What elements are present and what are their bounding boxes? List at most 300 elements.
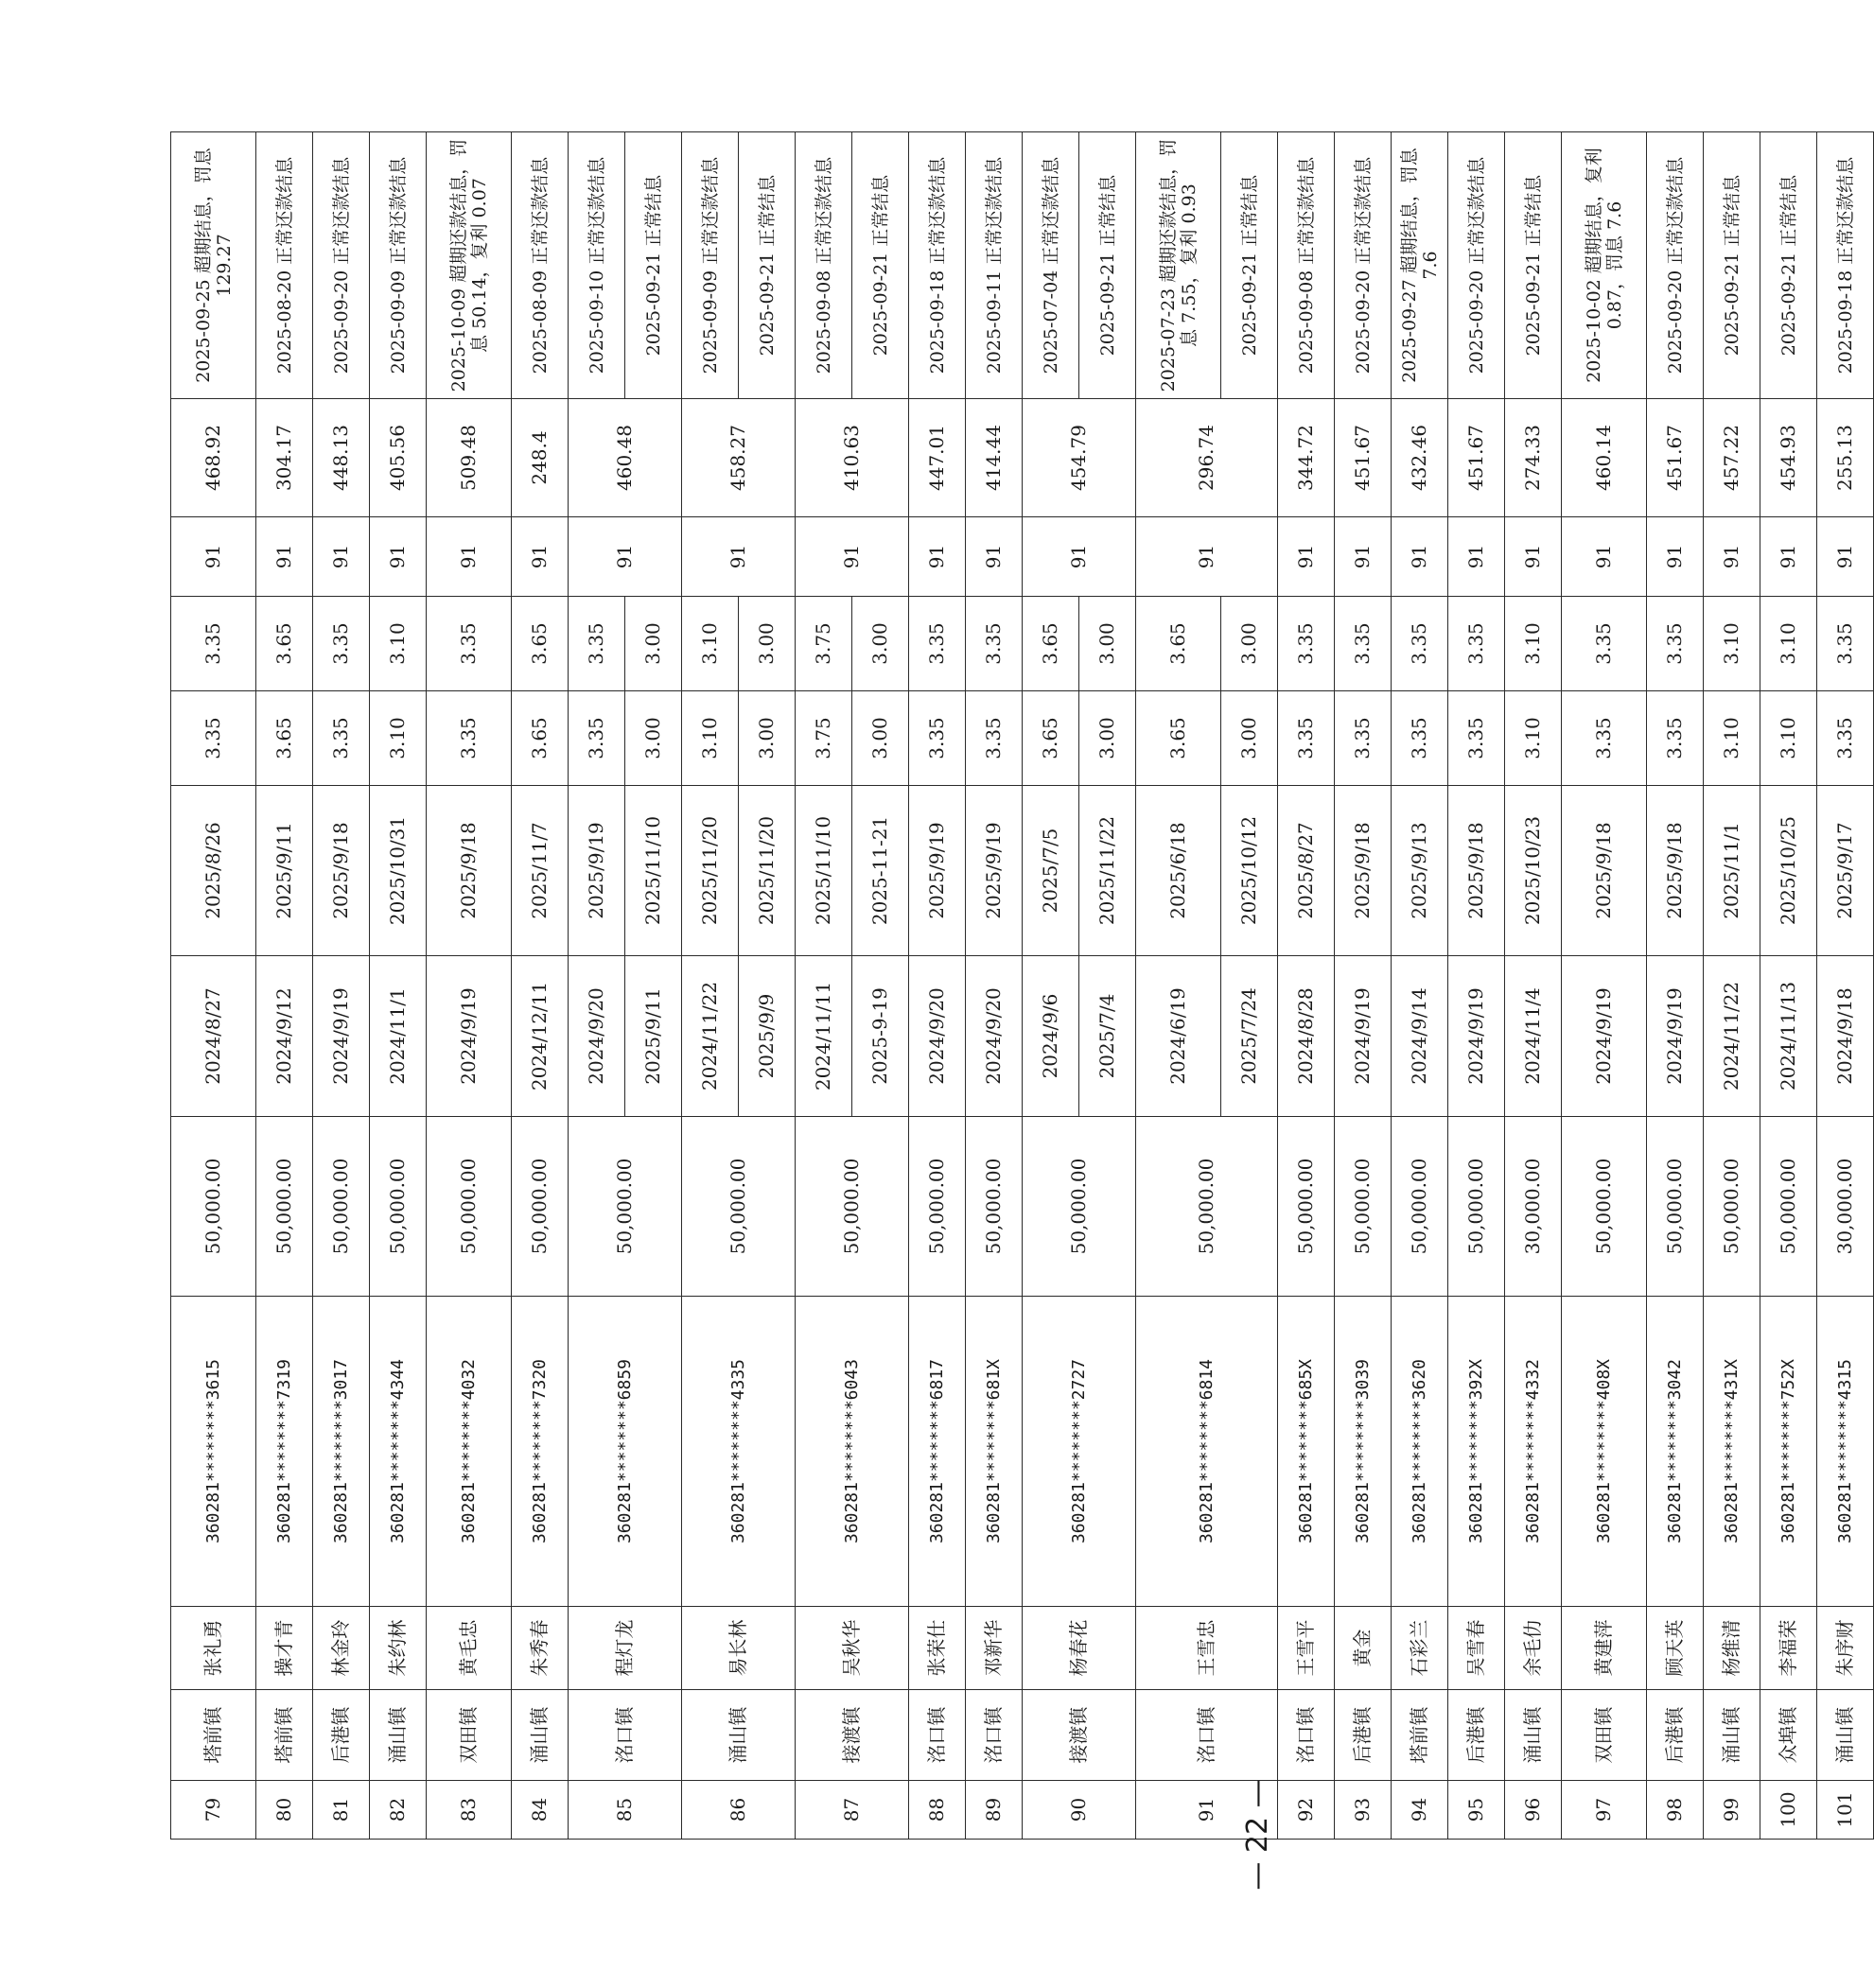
cell-loan-amount: 50,000.00 [1335, 1117, 1392, 1297]
cell-serial-no: 84 [512, 1781, 569, 1840]
cell-serial-no: 86 [682, 1781, 796, 1840]
cell-town: 洺口镇 [966, 1690, 1023, 1781]
cell-days: 91 [1760, 517, 1817, 597]
cell-interest: 344.72 [1278, 399, 1335, 517]
cell-loan-rate: 3.10 [682, 691, 739, 786]
table-row [427, 132, 512, 1840]
cell-subsidy-rate: 3.10 [370, 597, 427, 691]
cell-subsidy-rate: 3.35 [1448, 597, 1505, 691]
cell-interest: 451.67 [1448, 399, 1505, 517]
cell-start-date: 2025-9-19 [852, 956, 909, 1117]
table-row [1136, 132, 1221, 1840]
cell-subsidy-rate: 3.10 [1760, 597, 1817, 691]
cell-settlement-note: 2025-10-09 超期还款结息，罚息 50.14，复利 0.07 [427, 132, 512, 399]
cell-start-date: 2024/11/1 [370, 956, 427, 1117]
cell-serial-no: 80 [256, 1781, 313, 1840]
table-row [1448, 132, 1505, 1840]
cell-settlement-note: 2025-09-08 正常还款结息 [796, 132, 852, 399]
cell-interest: 509.48 [427, 399, 512, 517]
table-row [909, 132, 966, 1840]
cell-days: 91 [1817, 517, 1874, 597]
cell-town: 后港镇 [1448, 1690, 1505, 1781]
cell-loan-rate: 3.35 [966, 691, 1023, 786]
cell-loan-amount: 50,000.00 [569, 1117, 682, 1297]
cell-subsidy-rate: 3.35 [1562, 597, 1647, 691]
cell-start-date: 2024/9/19 [313, 956, 370, 1117]
cell-loan-rate: 3.65 [1023, 691, 1079, 786]
cell-settlement-note: 2025-09-20 正常还款结息 [313, 132, 370, 399]
cell-settlement-note: 2025-09-21 正常结息 [1704, 132, 1760, 399]
cell-serial-no: 98 [1647, 1781, 1704, 1840]
cell-id-number: 360281********3042 [1647, 1297, 1704, 1607]
cell-days: 91 [796, 517, 909, 597]
cell-serial-no: 82 [370, 1781, 427, 1840]
cell-loan-amount: 50,000.00 [796, 1117, 909, 1297]
table-row [569, 132, 625, 1840]
cell-end-date: 2025/9/18 [1335, 786, 1392, 956]
cell-end-date: 2025/11/7 [512, 786, 569, 956]
cell-town: 洺口镇 [1278, 1690, 1335, 1781]
cell-loan-rate: 3.65 [1136, 691, 1221, 786]
cell-borrower-name: 杨春花 [1023, 1607, 1136, 1690]
cell-loan-amount: 50,000.00 [909, 1117, 966, 1297]
cell-loan-amount: 50,000.00 [1704, 1117, 1760, 1297]
cell-id-number: 360281********7320 [512, 1297, 569, 1607]
cell-end-date: 2025/7/5 [1023, 786, 1079, 956]
cell-end-date: 2025/9/11 [256, 786, 313, 956]
cell-serial-no: 99 [1704, 1781, 1760, 1840]
cell-borrower-name: 程灯龙 [569, 1607, 682, 1690]
cell-loan-amount: 50,000.00 [966, 1117, 1023, 1297]
cell-town: 涌山镇 [682, 1690, 796, 1781]
cell-loan-rate: 3.35 [909, 691, 966, 786]
cell-id-number: 360281********7319 [256, 1297, 313, 1607]
cell-interest: 447.01 [909, 399, 966, 517]
cell-subsidy-rate: 3.65 [1023, 597, 1079, 691]
cell-settlement-note: 2025-09-21 正常结息 [1505, 132, 1562, 399]
cell-borrower-name: 邓新华 [966, 1607, 1023, 1690]
cell-settlement-note: 2025-08-20 正常还款结息 [256, 132, 313, 399]
cell-subsidy-rate: 3.00 [1079, 597, 1136, 691]
cell-borrower-name: 李福荣 [1760, 1607, 1817, 1690]
cell-serial-no: 100 [1760, 1781, 1817, 1840]
cell-loan-rate: 3.10 [1704, 691, 1760, 786]
cell-serial-no: 88 [909, 1781, 966, 1840]
cell-settlement-note: 2025-09-20 正常还款结息 [1647, 132, 1704, 399]
cell-settlement-note: 2025-09-25 超期结息，罚息129.27 [171, 132, 256, 399]
cell-days: 91 [966, 517, 1023, 597]
cell-loan-rate: 3.10 [370, 691, 427, 786]
cell-interest: 432.46 [1392, 399, 1448, 517]
cell-settlement-note: 2025-09-09 正常还款结息 [682, 132, 739, 399]
cell-subsidy-rate: 3.00 [852, 597, 909, 691]
cell-borrower-name: 吴秋华 [796, 1607, 909, 1690]
cell-town: 洺口镇 [569, 1690, 682, 1781]
cell-interest: 255.13 [1817, 399, 1874, 517]
cell-loan-rate: 3.35 [1817, 691, 1874, 786]
cell-end-date: 2025/9/19 [909, 786, 966, 956]
cell-loan-rate: 3.65 [512, 691, 569, 786]
cell-end-date: 2025/11/20 [682, 786, 739, 956]
cell-loan-amount: 30,000.00 [1505, 1117, 1562, 1297]
table-row [1505, 132, 1562, 1840]
page-number-container [1239, 1779, 1296, 1910]
cell-end-date: 2025/10/25 [1760, 786, 1817, 956]
cell-borrower-name: 王雪忠 [1136, 1607, 1278, 1690]
cell-days: 91 [682, 517, 796, 597]
cell-settlement-note: 2025-09-27 超期结息，罚息 7.6 [1392, 132, 1448, 399]
cell-interest: 304.17 [256, 399, 313, 517]
cell-id-number: 360281********681X [966, 1297, 1023, 1607]
cell-town: 涌山镇 [370, 1690, 427, 1781]
cell-loan-rate: 3.35 [569, 691, 625, 786]
cell-days: 91 [1392, 517, 1448, 597]
cell-end-date: 2025/11/10 [796, 786, 852, 956]
cell-start-date: 2024/11/4 [1505, 956, 1562, 1117]
cell-start-date: 2025/7/4 [1079, 956, 1136, 1117]
table-row [313, 132, 370, 1840]
cell-loan-amount: 50,000.00 [256, 1117, 313, 1297]
cell-interest: 457.22 [1704, 399, 1760, 517]
cell-start-date: 2024/11/22 [1704, 956, 1760, 1117]
cell-town: 后港镇 [313, 1690, 370, 1781]
cell-settlement-note: 2025-09-21 正常结息 [852, 132, 909, 399]
cell-loan-amount: 50,000.00 [1023, 1117, 1136, 1297]
cell-loan-rate: 3.35 [1562, 691, 1647, 786]
cell-end-date: 2025/11/1 [1704, 786, 1760, 956]
cell-loan-amount: 30,000.00 [1817, 1117, 1874, 1297]
cell-loan-amount: 50,000.00 [1562, 1117, 1647, 1297]
cell-loan-rate: 3.35 [1392, 691, 1448, 786]
table-row [171, 132, 256, 1840]
cell-end-date: 2025/8/27 [1278, 786, 1335, 956]
cell-id-number: 360281********6817 [909, 1297, 966, 1607]
cell-days: 91 [1335, 517, 1392, 597]
cell-settlement-note: 2025-09-20 正常还款结息 [1335, 132, 1392, 399]
cell-days: 91 [256, 517, 313, 597]
cell-end-date: 2025/11/20 [739, 786, 796, 956]
cell-end-date: 2025/10/23 [1505, 786, 1562, 956]
cell-start-date: 2024/9/20 [909, 956, 966, 1117]
cell-loan-amount: 50,000.00 [1760, 1117, 1817, 1297]
cell-settlement-note: 2025-09-08 正常还款结息 [1278, 132, 1335, 399]
cell-town: 双田镇 [427, 1690, 512, 1781]
cell-interest: 296.74 [1136, 399, 1278, 517]
cell-id-number: 360281********3039 [1335, 1297, 1392, 1607]
cell-end-date: 2025/9/18 [1562, 786, 1647, 956]
cell-loan-rate: 3.10 [1505, 691, 1562, 786]
cell-interest: 410.63 [796, 399, 909, 517]
cell-days: 91 [1023, 517, 1136, 597]
cell-loan-amount: 50,000.00 [171, 1117, 256, 1297]
cell-serial-no: 81 [313, 1781, 370, 1840]
cell-borrower-name: 朱约林 [370, 1607, 427, 1690]
cell-end-date: 2025/9/19 [966, 786, 1023, 956]
cell-subsidy-rate: 3.35 [569, 597, 625, 691]
cell-serial-no: 90 [1023, 1781, 1136, 1840]
cell-borrower-name: 张礼勇 [171, 1607, 256, 1690]
cell-interest: 274.33 [1505, 399, 1562, 517]
cell-start-date: 2025/9/9 [739, 956, 796, 1117]
cell-loan-amount: 50,000.00 [370, 1117, 427, 1297]
cell-end-date: 2025-11-21 [852, 786, 909, 956]
cell-serial-no: 93 [1335, 1781, 1392, 1840]
cell-town: 洺口镇 [909, 1690, 966, 1781]
cell-settlement-note: 2025-08-09 正常还款结息 [512, 132, 569, 399]
table-row [796, 132, 852, 1840]
cell-settlement-note: 2025-09-21 正常结息 [1221, 132, 1278, 399]
cell-days: 91 [427, 517, 512, 597]
cell-start-date: 2024/8/27 [171, 956, 256, 1117]
cell-interest: 454.79 [1023, 399, 1136, 517]
cell-start-date: 2024/12/11 [512, 956, 569, 1117]
cell-loan-rate: 3.75 [796, 691, 852, 786]
table-row [1817, 132, 1874, 1840]
cell-borrower-name: 操才青 [256, 1607, 313, 1690]
table-row [1023, 132, 1079, 1840]
cell-settlement-note: 2025-09-18 正常还款结息 [1817, 132, 1874, 399]
cell-loan-amount: 50,000.00 [1448, 1117, 1505, 1297]
cell-serial-no: 92 [1278, 1781, 1335, 1840]
cell-id-number: 360281********685X [1278, 1297, 1335, 1607]
cell-serial-no: 87 [796, 1781, 909, 1840]
rotated-table-container [170, 132, 1856, 1840]
cell-days: 91 [171, 517, 256, 597]
cell-subsidy-rate: 3.10 [1505, 597, 1562, 691]
table-row [1647, 132, 1704, 1840]
cell-interest: 448.13 [313, 399, 370, 517]
cell-subsidy-rate: 3.65 [256, 597, 313, 691]
cell-days: 91 [370, 517, 427, 597]
cell-end-date: 2025/10/31 [370, 786, 427, 956]
cell-serial-no: 85 [569, 1781, 682, 1840]
cell-borrower-name: 顾天英 [1647, 1607, 1704, 1690]
cell-start-date: 2024/9/14 [1392, 956, 1448, 1117]
cell-end-date: 2025/11/10 [625, 786, 682, 956]
cell-serial-no: 97 [1562, 1781, 1647, 1840]
cell-serial-no: 95 [1448, 1781, 1505, 1840]
cell-end-date: 2025/9/19 [569, 786, 625, 956]
table-row [682, 132, 739, 1840]
cell-end-date: 2025/10/12 [1221, 786, 1278, 956]
cell-id-number: 360281********431X [1704, 1297, 1760, 1607]
cell-loan-rate: 3.35 [171, 691, 256, 786]
cell-loan-amount: 50,000.00 [1392, 1117, 1448, 1297]
cell-loan-rate: 3.35 [1448, 691, 1505, 786]
cell-subsidy-rate: 3.65 [512, 597, 569, 691]
cell-town: 洺口镇 [1136, 1690, 1278, 1781]
cell-borrower-name: 朱序财 [1817, 1607, 1874, 1690]
cell-id-number: 360281********752X [1760, 1297, 1817, 1607]
cell-subsidy-rate: 3.00 [625, 597, 682, 691]
cell-interest: 414.44 [966, 399, 1023, 517]
cell-subsidy-rate: 3.10 [682, 597, 739, 691]
cell-settlement-note: 2025-09-18 正常还款结息 [909, 132, 966, 399]
cell-subsidy-rate: 3.75 [796, 597, 852, 691]
cell-id-number: 360281********4032 [427, 1297, 512, 1607]
cell-loan-amount: 50,000.00 [1136, 1117, 1278, 1297]
cell-id-number: 360281********392X [1448, 1297, 1505, 1607]
cell-days: 91 [1647, 517, 1704, 597]
cell-interest: 460.48 [569, 399, 682, 517]
cell-id-number: 360281********6043 [796, 1297, 909, 1607]
cell-subsidy-rate: 3.35 [171, 597, 256, 691]
cell-settlement-note: 2025-07-04 正常还款结息 [1023, 132, 1079, 399]
table-row [256, 132, 313, 1840]
cell-interest: 451.67 [1335, 399, 1392, 517]
cell-interest: 451.67 [1647, 399, 1704, 517]
cell-start-date: 2024/9/19 [1562, 956, 1647, 1117]
cell-loan-rate: 3.00 [625, 691, 682, 786]
cell-loan-rate: 3.35 [1278, 691, 1335, 786]
cell-start-date: 2024/11/11 [796, 956, 852, 1117]
cell-serial-no: 83 [427, 1781, 512, 1840]
cell-borrower-name: 余毛仂 [1505, 1607, 1562, 1690]
cell-days: 91 [1562, 517, 1647, 597]
cell-subsidy-rate: 3.35 [909, 597, 966, 691]
cell-borrower-name: 石彩兰 [1392, 1607, 1448, 1690]
cell-days: 91 [909, 517, 966, 597]
cell-loan-rate: 3.00 [852, 691, 909, 786]
cell-loan-rate: 3.00 [739, 691, 796, 786]
cell-loan-rate: 3.00 [1079, 691, 1136, 786]
cell-start-date: 2025/7/24 [1221, 956, 1278, 1117]
cell-end-date: 2025/9/18 [1448, 786, 1505, 956]
cell-borrower-name: 黄毛忠 [427, 1607, 512, 1690]
cell-town: 后港镇 [1647, 1690, 1704, 1781]
cell-interest: 458.27 [682, 399, 796, 517]
cell-settlement-note: 2025-09-20 正常还款结息 [1448, 132, 1505, 399]
cell-borrower-name: 杨维清 [1704, 1607, 1760, 1690]
cell-town: 塔前镇 [256, 1690, 313, 1781]
cell-subsidy-rate: 3.35 [1647, 597, 1704, 691]
cell-start-date: 2024/9/20 [569, 956, 625, 1117]
cell-start-date: 2024/6/19 [1136, 956, 1221, 1117]
cell-serial-no: 89 [966, 1781, 1023, 1840]
cell-serial-no: 94 [1392, 1781, 1448, 1840]
cell-loan-amount: 50,000.00 [1278, 1117, 1335, 1297]
cell-start-date: 2024/9/19 [1448, 956, 1505, 1117]
table-row [370, 132, 427, 1840]
cell-interest: 460.14 [1562, 399, 1647, 517]
cell-interest: 248.4 [512, 399, 569, 517]
cell-days: 91 [1704, 517, 1760, 597]
cell-start-date: 2024/9/20 [966, 956, 1023, 1117]
cell-days: 91 [1278, 517, 1335, 597]
cell-subsidy-rate: 3.10 [1704, 597, 1760, 691]
cell-settlement-note: 2025-09-21 正常结息 [625, 132, 682, 399]
cell-loan-rate: 3.35 [1647, 691, 1704, 786]
cell-settlement-note: 2025-09-21 正常结息 [1760, 132, 1817, 399]
cell-subsidy-rate: 3.35 [313, 597, 370, 691]
cell-serial-no: 101 [1817, 1781, 1874, 1840]
cell-id-number: 360281********6814 [1136, 1297, 1278, 1607]
cell-serial-no: 96 [1505, 1781, 1562, 1840]
cell-id-number: 360281********3615 [171, 1297, 256, 1607]
cell-subsidy-rate: 3.65 [1136, 597, 1221, 691]
cell-settlement-note: 2025-09-09 正常还款结息 [370, 132, 427, 399]
cell-borrower-name: 林金玲 [313, 1607, 370, 1690]
cell-borrower-name: 张荣仕 [909, 1607, 966, 1690]
cell-borrower-name: 吴雪春 [1448, 1607, 1505, 1690]
cell-settlement-note: 2025-10-02 超期结息，复利 0.87，罚息 7.6 [1562, 132, 1647, 399]
cell-interest: 468.92 [171, 399, 256, 517]
cell-id-number: 360281********2727 [1023, 1297, 1136, 1607]
cell-end-date: 2025/11/22 [1079, 786, 1136, 956]
cell-id-number: 360281********408X [1562, 1297, 1647, 1607]
cell-end-date: 2025/6/18 [1136, 786, 1221, 956]
cell-end-date: 2025/9/13 [1392, 786, 1448, 956]
table-row [1335, 132, 1392, 1840]
cell-subsidy-rate: 3.00 [739, 597, 796, 691]
cell-start-date: 2024/11/22 [682, 956, 739, 1117]
cell-subsidy-rate: 3.35 [1817, 597, 1874, 691]
cell-loan-amount: 50,000.00 [313, 1117, 370, 1297]
cell-end-date: 2025/9/18 [313, 786, 370, 956]
cell-loan-amount: 50,000.00 [1647, 1117, 1704, 1297]
cell-start-date: 2024/9/19 [427, 956, 512, 1117]
cell-id-number: 360281********4332 [1505, 1297, 1562, 1607]
cell-start-date: 2024/11/13 [1760, 956, 1817, 1117]
cell-days: 91 [569, 517, 682, 597]
table-row [512, 132, 569, 1840]
cell-town: 接渡镇 [1023, 1690, 1136, 1781]
cell-id-number: 360281********4335 [682, 1297, 796, 1607]
cell-town: 塔前镇 [171, 1690, 256, 1781]
cell-start-date: 2024/9/19 [1335, 956, 1392, 1117]
cell-subsidy-rate: 3.35 [1278, 597, 1335, 691]
cell-end-date: 2025/8/26 [171, 786, 256, 956]
cell-town: 众埠镇 [1760, 1690, 1817, 1781]
cell-end-date: 2025/9/17 [1817, 786, 1874, 956]
cell-start-date: 2025/9/11 [625, 956, 682, 1117]
cell-interest: 405.56 [370, 399, 427, 517]
cell-id-number: 360281********6859 [569, 1297, 682, 1607]
cell-borrower-name: 易长林 [682, 1607, 796, 1690]
cell-end-date: 2025/9/18 [427, 786, 512, 956]
table-row [1562, 132, 1647, 1840]
cell-id-number: 360281********4344 [370, 1297, 427, 1607]
cell-loan-rate: 3.35 [427, 691, 512, 786]
loan-interest-table [170, 131, 1874, 1840]
cell-start-date: 2024/9/18 [1817, 956, 1874, 1117]
cell-end-date: 2025/9/18 [1647, 786, 1704, 956]
cell-start-date: 2024/9/6 [1023, 956, 1079, 1117]
table-row [1392, 132, 1448, 1840]
cell-settlement-note: 2025-09-21 正常结息 [1079, 132, 1136, 399]
cell-borrower-name: 黄建萍 [1562, 1607, 1647, 1690]
cell-loan-amount: 50,000.00 [512, 1117, 569, 1297]
cell-town: 后港镇 [1335, 1690, 1392, 1781]
cell-subsidy-rate: 3.35 [966, 597, 1023, 691]
cell-interest: 454.93 [1760, 399, 1817, 517]
cell-id-number: 360281********4315 [1817, 1297, 1874, 1607]
table-row [1704, 132, 1760, 1840]
cell-id-number: 360281********3620 [1392, 1297, 1448, 1607]
cell-serial-no: 91 [1136, 1781, 1278, 1840]
cell-days: 91 [1448, 517, 1505, 597]
cell-days: 91 [1505, 517, 1562, 597]
cell-town: 涌山镇 [1505, 1690, 1562, 1781]
cell-settlement-note: 2025-07-23 超期还款结息，罚息 7.55，复利 0.93 [1136, 132, 1221, 399]
cell-town: 涌山镇 [1817, 1690, 1874, 1781]
cell-borrower-name: 朱秀春 [512, 1607, 569, 1690]
cell-settlement-note: 2025-09-21 正常结息 [739, 132, 796, 399]
cell-loan-amount: 50,000.00 [682, 1117, 796, 1297]
cell-borrower-name: 王雪平 [1278, 1607, 1335, 1690]
page-number: — 22 — [1241, 1779, 1274, 1891]
cell-days: 91 [512, 517, 569, 597]
